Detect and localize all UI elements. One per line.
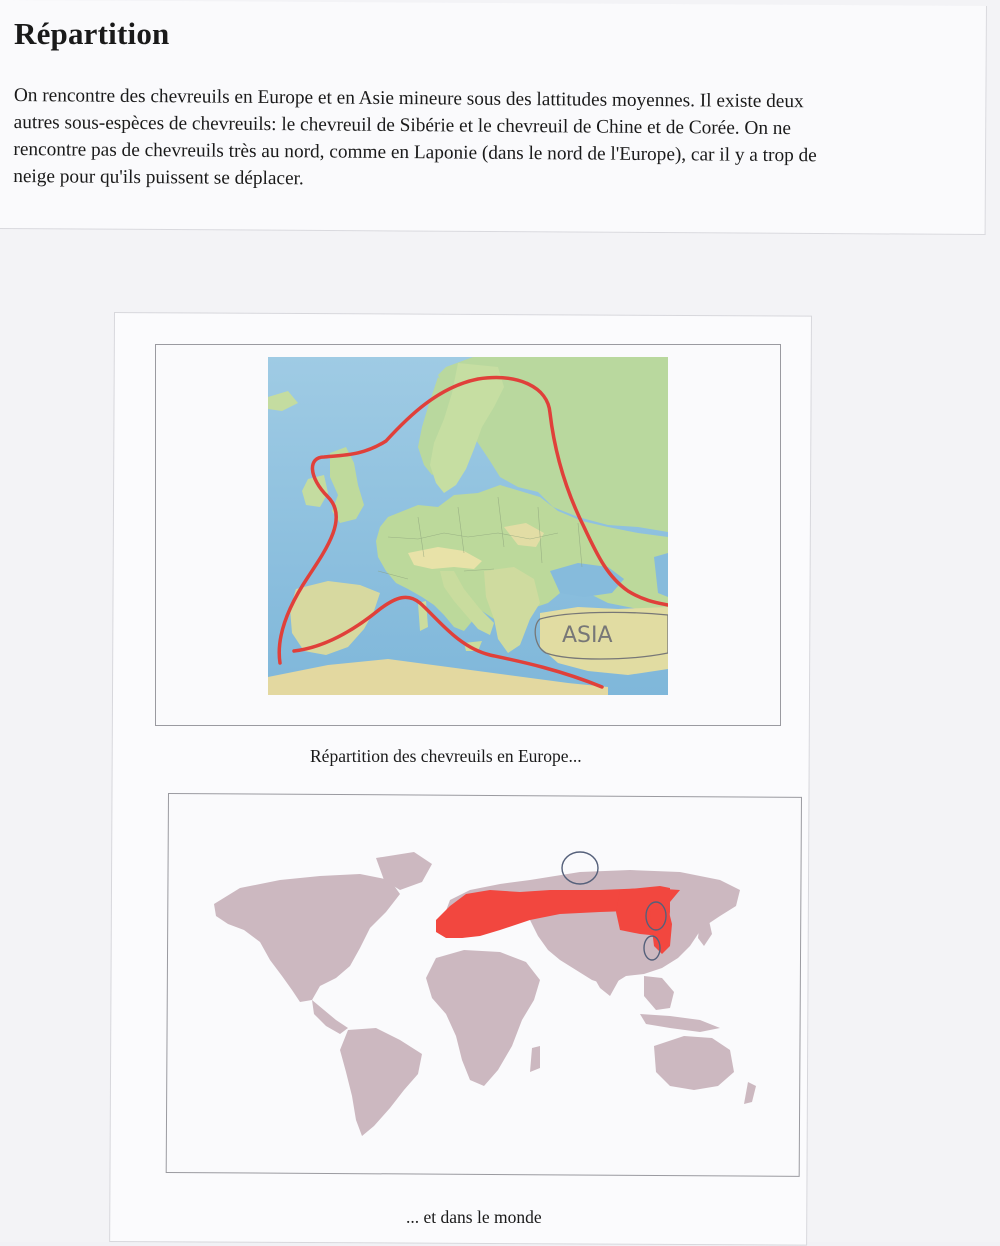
world-map — [200, 850, 760, 1140]
europe-map-caption: Répartition des chevreuils en Europe... — [310, 746, 582, 766]
land-indonesia — [640, 1014, 720, 1032]
land-se-asia — [644, 976, 674, 1010]
land-africa-world — [426, 950, 540, 1086]
paragraph-line: rencontre pas de chevreuils très au nord, comme en Laponie (dans le nord de l'Europe), car il y a trop de — [13, 138, 817, 167]
land-new-zealand — [744, 1082, 756, 1104]
paragraph-line: On rencontre des chevreuils en Europe et en Asie mineure sous des lattitudes moyennes. Il existe deux — [13, 84, 804, 113]
land-central-america — [312, 1000, 348, 1034]
world-map-caption: ... et dans le monde — [406, 1207, 542, 1227]
land-australia — [654, 1036, 734, 1090]
annotation-text: ASIA — [562, 623, 613, 648]
land-india — [592, 960, 620, 996]
land-madagascar — [530, 1046, 540, 1072]
intro-paragraph — [13, 82, 982, 198]
paragraph-line: autres sous-espèces de chevreuils: le chevreuil de Sibérie et le chevreuil de Chine et de Corée. On ne — [13, 111, 792, 140]
section-title: Répartition — [14, 16, 170, 51]
paragraph-line: neige pour qu'ils puissent se déplacer. — [13, 165, 304, 190]
land-north-america — [214, 874, 400, 1002]
land-south-america — [340, 1028, 422, 1136]
europe-map — [268, 357, 668, 695]
